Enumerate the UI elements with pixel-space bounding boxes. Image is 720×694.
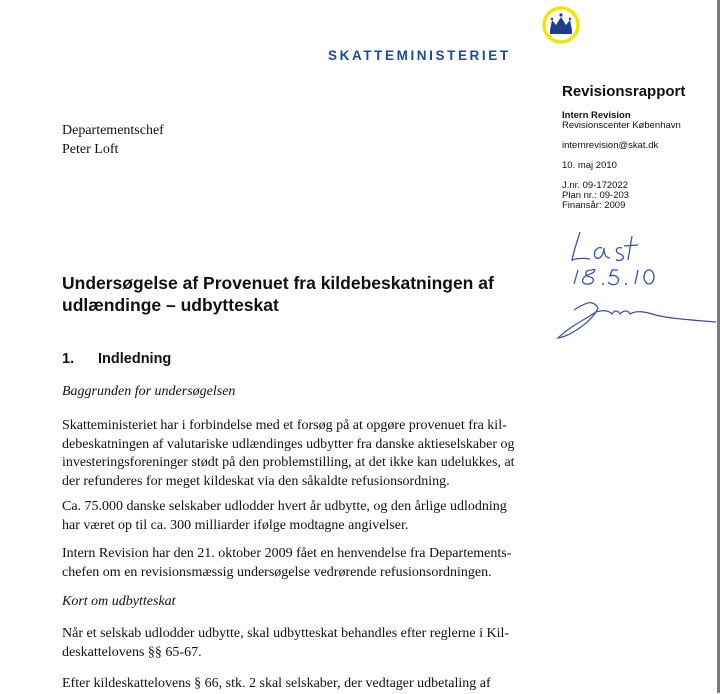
fiscal-year: Finansår: 2009: [562, 200, 626, 211]
paragraph-line: Ca. 75.000 danske selskaber udlodder hvert år udbytte, og den årlige udlodning: [62, 499, 507, 514]
paragraph-line: debeskatningen af valutariske udlændinges udbytter fra danske aktieselskaber og: [62, 436, 515, 452]
paragraph-line: Intern Revision har den 21. oktober 2009 fået en henvendelse fra Departements-: [62, 546, 512, 561]
recipient-title: Departementschef: [62, 123, 164, 138]
paragraph-dividend-count: [62, 498, 547, 535]
document-title-line-1: Undersøgelse af Provenuet fra kildebeskatningen af: [62, 273, 494, 293]
paragraph-line: deskattelovens §§ 65-67.: [62, 644, 202, 660]
contact-email: internrevision@skat.dk: [562, 140, 659, 151]
crown-logo-icon: [540, 6, 582, 44]
handwritten-read-note: [540, 218, 720, 348]
paragraph-background: [62, 417, 547, 491]
unit-name: Intern Revision: [562, 110, 631, 121]
paragraph-inquiry: [62, 545, 547, 582]
document-title: [62, 272, 562, 316]
section-heading: Indledning: [98, 351, 172, 367]
plan-number: Plan nr.: 09-203: [562, 190, 630, 201]
paragraph-line: chefen om en revisionsmæssig undersøgelse vedrørende refusionsordningen.: [62, 564, 492, 580]
paragraph-line: Efter kildeskattelovens § 66, stk. 2 skal selskaber, der vedtager udbetaling af: [62, 676, 491, 691]
document-title-line-2: udlændinge – udbytteskat: [62, 295, 279, 315]
paragraph-rules: [62, 625, 547, 662]
report-title: Revisionsrapport: [562, 83, 686, 100]
logo-text: SKATTEMINISTERIET: [328, 48, 511, 63]
paragraph-line: der refunderes for meget kildeskat via den såkaldte refusionsordning.: [62, 473, 450, 489]
paragraph-line: Når et selskab udlodder udbytte, skal udbytteskat behandles efter reglerne i Kil-: [62, 626, 510, 641]
subheading-background: Baggrunden for undersøgelsen: [62, 384, 236, 399]
paragraph-line: investeringsforeninger stødt på den problemstilling, at det ikke kan udelukkes, at: [62, 455, 515, 470]
paragraph-line: har været op til ca. 300 milliarder ifølge modtagne angivelser.: [62, 517, 409, 533]
section-number: 1.: [62, 351, 75, 367]
unit-center: Revisionscenter København: [562, 120, 681, 131]
paragraph-line: Skatteministeriet har i forbindelse med et forsøg på at opgøre provenuet fra kil-: [62, 418, 507, 433]
recipient-name: Peter Loft: [62, 142, 119, 157]
subheading-dividend-tax: Kort om udbytteskat: [62, 594, 176, 609]
paragraph-section-66: [62, 675, 547, 694]
recipient-block: [62, 121, 164, 159]
report-date: 10. maj 2010: [562, 160, 617, 171]
journal-number: J.nr. 09-172022: [562, 180, 629, 191]
